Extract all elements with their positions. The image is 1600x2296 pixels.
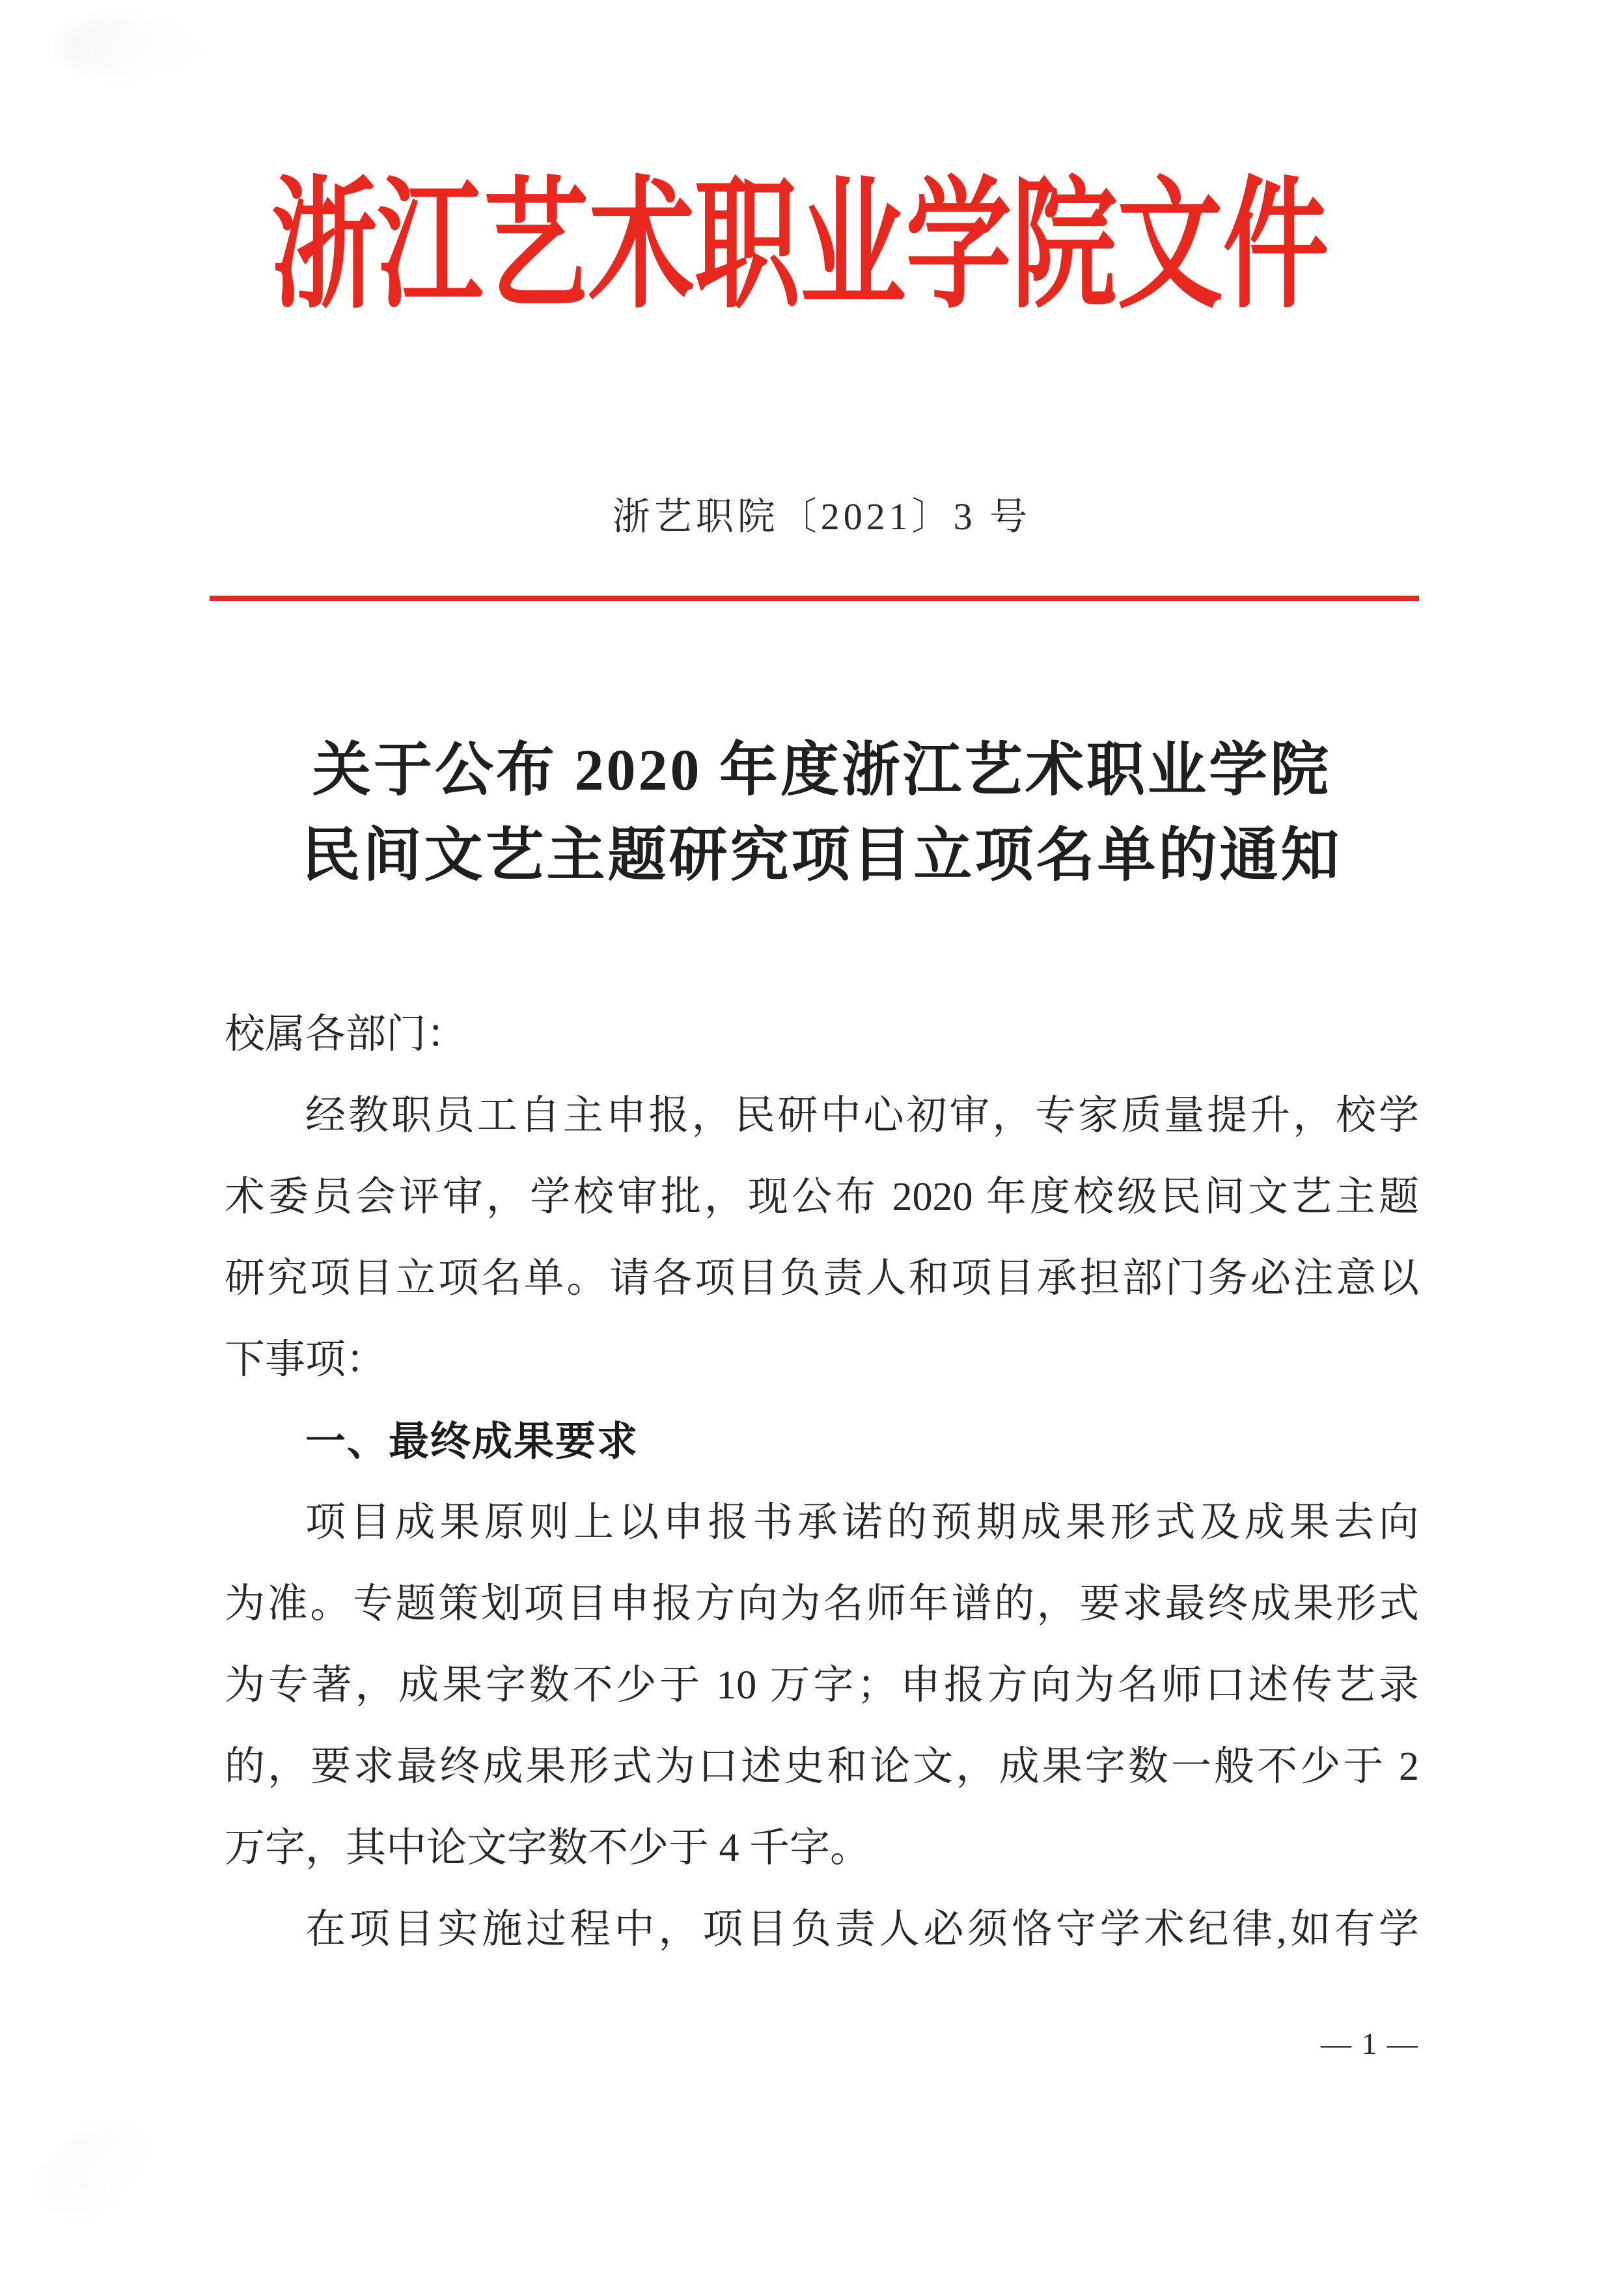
red-divider-rule bbox=[210, 596, 1419, 601]
para3-line1: 在项目实施过程中，项目负责人必须恪守学术纪律,如有学 bbox=[305, 1907, 1419, 1952]
document-body bbox=[225, 994, 1419, 1971]
para2-line4: 的，要求最终成果形式为口述史和论文，成果字数一般不少于 2 bbox=[225, 1745, 1419, 1789]
para2-line3: 为专著，成果字数不少于 10 万字；申报方向为名师口述传艺录 bbox=[225, 1663, 1419, 1708]
org-title: 浙江艺术职业学院文件 bbox=[271, 169, 1329, 325]
para1-line3: 研究项目立项名单。请各项目负责人和项目承担部门务必注意以 bbox=[225, 1256, 1419, 1301]
page-number: — 1 — bbox=[1321, 2027, 1419, 2061]
section1-heading: 一、最终成果要求 bbox=[305, 1419, 639, 1464]
doc-title bbox=[225, 728, 1419, 898]
para2-line2: 为准。专题策划项目申报方向为名师年谱的，要求最终成果形式 bbox=[225, 1582, 1419, 1626]
doc-title-line1: 关于公布 2020 年度浙江艺术职业学院 bbox=[312, 738, 1331, 803]
scan-artifact-bottom-left bbox=[27, 2105, 176, 2237]
doc-number: 浙艺职院〔2021〕3 号 bbox=[612, 495, 1032, 538]
doc-title-line2: 民间文艺主题研究项目立项名单的通知 bbox=[301, 823, 1342, 888]
scan-artifact-top-left bbox=[59, 18, 208, 77]
para2-line5: 万字，其中论文字数不少于 4 千字。 bbox=[225, 1826, 871, 1870]
para1-line2: 术委员会评审，学校审批，现公布 2020 年度校级民间文艺主题 bbox=[225, 1175, 1419, 1219]
salutation: 校属各部门： bbox=[225, 1012, 467, 1057]
para2-line1: 项目成果原则上以申报书承诺的预期成果形式及成果去向 bbox=[305, 1501, 1419, 1545]
para1-line1: 经教职员工自主申报，民研中心初审，专家质量提升，校学 bbox=[305, 1094, 1419, 1138]
para1-line4: 下事项： bbox=[225, 1338, 387, 1382]
